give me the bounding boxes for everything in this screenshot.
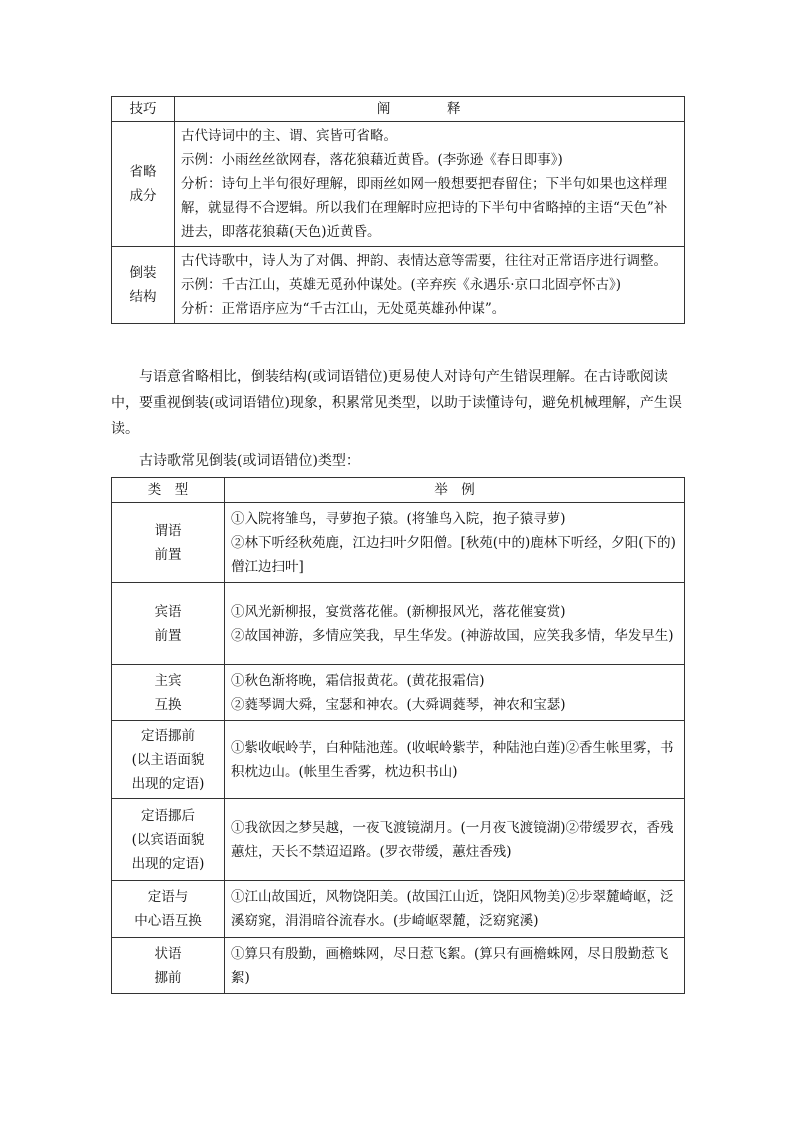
example-cell: ①江山故国近，风物饶阳美。(故国江山近，饶阳风物美)②步翠麓崎岖，泛溪窈窕，涓涓暗谷流春水。(步崎岖翠麓，泛窈窕溪) [225, 881, 685, 938]
type-cell: 主宾 互换 [112, 665, 225, 721]
header-type [112, 478, 225, 503]
table-row [112, 938, 685, 994]
table-row [112, 122, 685, 247]
inversion-explanation [175, 247, 685, 324]
header-example-text: 举 例 [434, 482, 475, 498]
omission-definition: 古代诗词中的主、谓、宾皆可省略。 [181, 128, 397, 144]
technique-inversion: 倒装 结构 [112, 247, 175, 324]
header-type-text: 类 型 [147, 482, 189, 498]
type-cell: 状语 挪前 [112, 938, 225, 994]
example-cell: ①紫收岷岭芋，白种陆池莲。(收岷岭紫芋，种陆池白莲)②香生帐里雾，书积枕边山。(帐里生香雾，枕边积书山) [225, 721, 685, 799]
header-explanation [175, 97, 685, 122]
header-example [225, 478, 685, 503]
table-row [112, 799, 685, 881]
example-cell: ①风光新柳报，宴赏落花催。(新柳报风光，落花催宴赏) ②故国神游，多情应笑我，早生华发。(神游故国，应笑我多情，华发早生) [225, 583, 685, 665]
table-row [112, 583, 685, 665]
type-cell: 宾语 前置 [112, 583, 225, 665]
omission-explanation [175, 122, 685, 247]
inversion-analysis: 分析：正常语序应为“千古江山，无处觅英雄孙仲谋”。 [181, 301, 506, 317]
header-explanation-text: 阐 释 [376, 101, 483, 117]
table-row [112, 247, 685, 324]
types-intro: 古诗歌常见倒装(或词语错位)类型： [139, 453, 360, 469]
example-cell: ①入院将雏鸟，寻萝抱子猿。(将雏鸟入院，抱子猿寻萝) ②林下听经秋苑鹿，江边扫叶夕阳僧。[秋苑(中的)鹿林下听经，夕阳(下的)僧江边扫叶] [225, 503, 685, 583]
omission-analysis: 分析：诗句上半句很好理解，即雨丝如网一般想要把春留住；下半句如果也这样理解，就显得不合逻辑。所以我们在理解时应把诗的下半句中省略掉的主语“天色”补进去，即落花狼藉(天色)近黄昏。 [181, 176, 668, 240]
table-row [112, 881, 685, 938]
example-cell: ①我欲因之梦吴越，一夜飞渡镜湖月。(一月夜飞渡镜湖)②带缓罗衣，香残蕙炷，天长不禁迢迢路。(罗衣带缓，蕙炷香残) [225, 799, 685, 881]
inversion-example: 示例：千古江山，英雄无觅孙仲谋处。(辛弃疾《永遇乐·京口北固亭怀古》) [181, 277, 622, 293]
body-paragraph: 与语意省略相比，倒装结构(或词语错位)更易使人对诗句产生错误理解。在古诗歌阅读中，要重视倒装(或词语错位)现象，积累常见类型，以助于读懂诗句，避免机械理解，产生误读。 [111, 369, 682, 437]
table-row [112, 503, 685, 583]
table-row [112, 665, 685, 721]
example-cell: ①算只有殷勤，画檐蛛网，尽日惹飞絮。(算只有画檐蛛网，尽日殷勤惹飞絮) [225, 938, 685, 994]
omission-example: 示例：小雨丝丝欲网春，落花狼藉近黄昏。(李弥逊《春日即事》) [181, 152, 563, 168]
inversion-types-table [111, 477, 685, 994]
type-cell: 谓语 前置 [112, 503, 225, 583]
type-cell: 定语与 中心语互换 [112, 881, 225, 938]
technique-omission: 省略 成分 [112, 122, 175, 247]
example-cell: ①秋色渐将晚，霜信报黄花。(黄花报霜信) ②蕤琴调大舜，宝瑟和神农。(大舜调蕤琴，神农和宝瑟) [225, 665, 685, 721]
type-cell: 定语挪前 (以主语面貌 出现的定语) [112, 721, 225, 799]
techniques-table [111, 96, 685, 324]
type-cell: 定语挪后 (以宾语面貌 出现的定语) [112, 799, 225, 881]
header-technique: 技巧 [112, 97, 175, 122]
table-row [112, 721, 685, 799]
inversion-definition: 古代诗歌中，诗人为了对偶、押韵、表情达意等需要，往往对正常语序进行调整。 [181, 253, 667, 269]
